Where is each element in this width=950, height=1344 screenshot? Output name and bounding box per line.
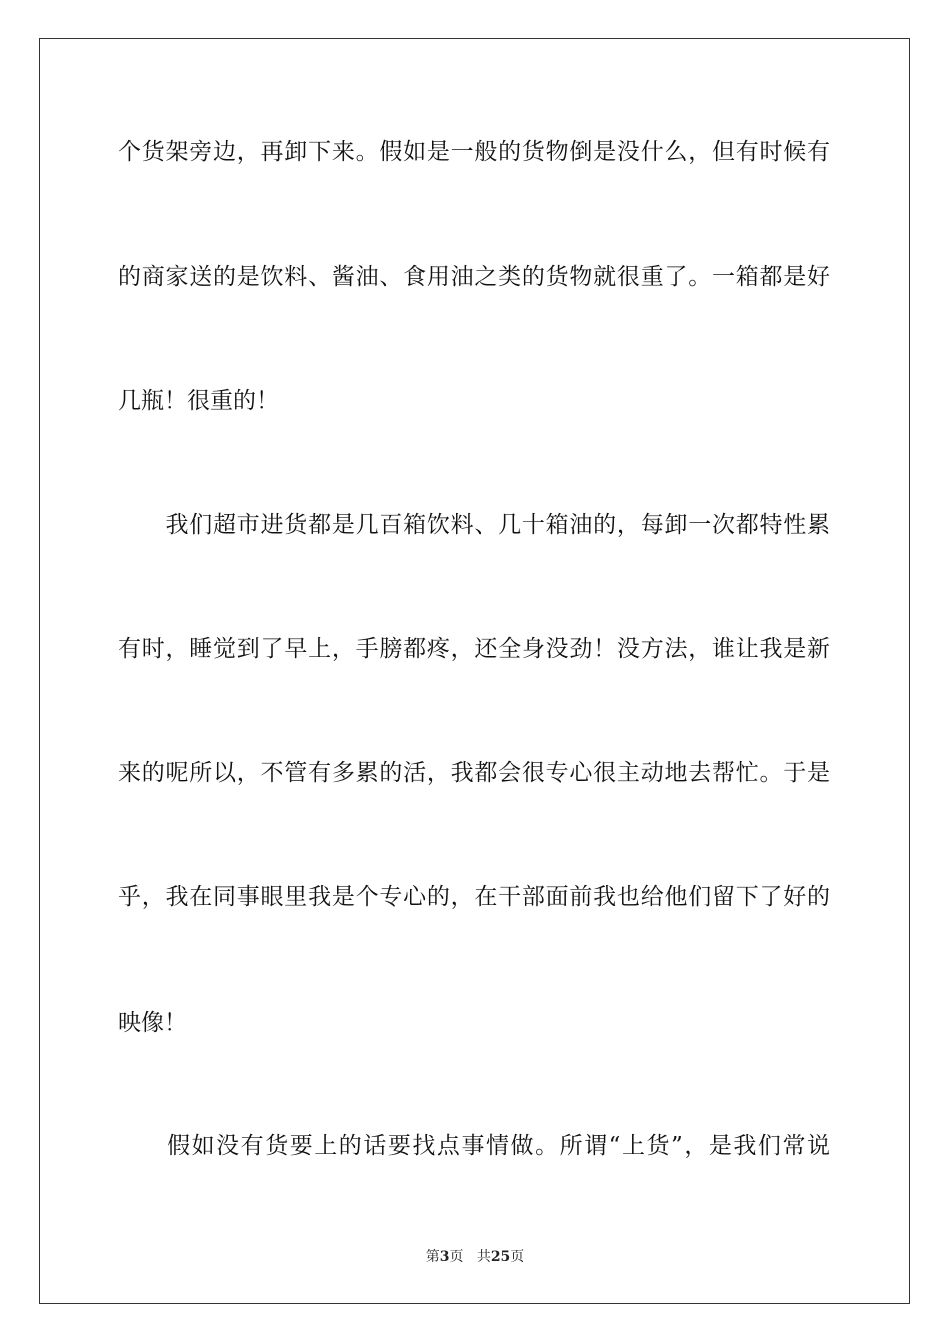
- text-line: 来的呢所以，不管有多累的活，我都会很专心很主动地去帮忙。于是: [118, 760, 830, 786]
- text-line: 个货架旁边，再卸下来。假如是一般的货物倒是没什么，但有时候有: [118, 139, 830, 165]
- text-line: 的商家送的是饮料、酱油、食用油之类的货物就很重了。一箱都是好: [118, 264, 830, 290]
- text-line: 我们超市进货都是几百箱饮料、几十箱油的，每卸一次都特性累: [118, 512, 830, 538]
- footer-total-suffix: 页: [510, 1249, 525, 1265]
- total-page-count: 25: [490, 1249, 511, 1265]
- text-line: 映像！: [118, 1010, 187, 1036]
- current-page-number: 3: [439, 1249, 450, 1265]
- footer-prefix: 第: [425, 1249, 440, 1265]
- page-border: [39, 38, 910, 1304]
- footer-page-suffix: 页: [449, 1249, 464, 1265]
- text-line: 假如没有货要上的话要找点事情做。所谓“上货”，是我们常说: [118, 1133, 830, 1159]
- text-line: 有时，睡觉到了早上，手膀都疼，还全身没劲！没方法，谁让我是新: [118, 636, 830, 662]
- text-line: 几瓶！很重的！: [118, 388, 279, 414]
- page-footer: [0, 1248, 950, 1266]
- footer-total-prefix: 共: [476, 1249, 491, 1265]
- text-line: 乎，我在同事眼里我是个专心的，在干部面前我也给他们留下了好的: [118, 884, 830, 910]
